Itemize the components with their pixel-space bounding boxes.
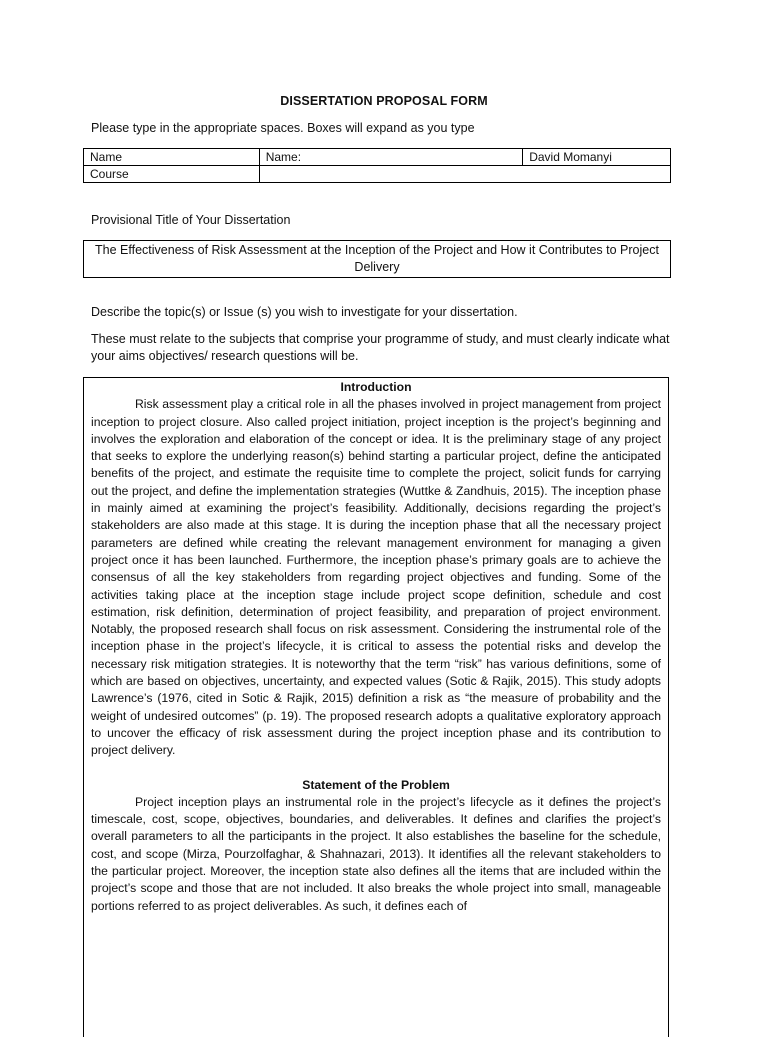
table-row-name <box>84 149 671 166</box>
course-value-cell[interactable] <box>259 166 670 183</box>
problem-paragraph: Project inception plays an instrumental role in the project’s lifecycle as it defines the project’s timescale, cost, scope, objectives, boundaries, and deliverables. It defines and clarifies the project’s overall parameters to all the participants in the project. It also establishes the baseline for the schedule, cost, and scope (Mirza, Pourzolfaghar, & Shahnazari, 2013). It identifies all the relevant stakeholders to the particular project. Moreover, the inception state also defines all the items that are included within the project’s scope and those that are not included. It also breaks the whole project into small, manageable portions referred to as project deliverables. As such, it defines each of <box>91 794 661 913</box>
course-label-cell: Course <box>84 166 260 183</box>
form-title: DISSERTATION PROPOSAL FORM <box>280 94 488 108</box>
name-label-cell: Name <box>84 149 260 166</box>
topic-describe-text: Describe the topic(s) or Issue (s) you wish to investigate for your dissertation. <box>91 305 518 319</box>
introduction-heading: Introduction <box>340 380 412 394</box>
student-info-table <box>83 148 671 183</box>
provisional-title-label: Provisional Title of Your Dissertation <box>91 213 291 227</box>
provisional-title-box[interactable]: The Effectiveness of Risk Assessment at the Inception of the Project and How it Contributes to Project Delivery <box>83 240 671 278</box>
problem-heading: Statement of the Problem <box>302 777 450 792</box>
topic-content-box[interactable] <box>83 377 669 1037</box>
form-instructions: Please type in the appropriate spaces. Boxes will expand as you type <box>91 121 475 135</box>
name-field-label-cell[interactable]: Name: <box>259 149 523 166</box>
name-value-cell[interactable]: David Momanyi <box>523 149 671 166</box>
section-spacer <box>91 760 661 777</box>
topic-relate-text: These must relate to the subjects that comprise your programme of study, and must clearly indicate what your aims objectives/ research questions will be. <box>91 332 670 363</box>
introduction-paragraph: Risk assessment play a critical role in all the phases involved in project management from project inception to project closure. Also called project initiation, project inception is the project’s beginning and involves the exploration and elaboration of the concept or idea. It is the preliminary stage of any project that seeks to explore the underlying reason(s) behind starting a particular project, define the anticipated benefits of the project, and estimate the requisite time to complete the project, solicit funds for carrying out the project, and define the implementation strategies (Wuttke & Zandhuis, 2015). The inception phase in mainly aimed at examining the project’s feasibility. Additionally, decisions regarding the project’s stakeholders are also made at this stage. It is during the inception phase that all the necessary project parameters are defined while creating the relevant management environment for managing a given project once it has been launched. Furthermore, the inception phase’s primary goals are to achieve the consensus of all the key stakeholders from regarding project objectives and funding. Some of the activities taking place at the inception stage include project scope definition, schedule and cost estimation, risk definition, determination of project feasibility, and preparation of project environment. Notably, the proposed research shall focus on risk assessment. Considering the instrumental role of the inception phase in the project’s lifecycle, it is critical to assess the potential risks and develop the necessary risk mitigation strategies. It is noteworthy that the term “risk” has various definitions, some of which are based on objectives, uncertainty, and expected values (Sotic & Rajik, 2015). This study adopts Lawrence’s (1976, cited in Sotic & Rajik, 2015) definition a risk as “the measure of probability and the weight of undesired outcomes” (p. 19). The proposed research adopts a qualitative exploratory approach to uncover the efficacy of risk assessment during the project inception phase and its contribution to project delivery. <box>91 397 661 758</box>
table-row-course <box>84 166 671 183</box>
